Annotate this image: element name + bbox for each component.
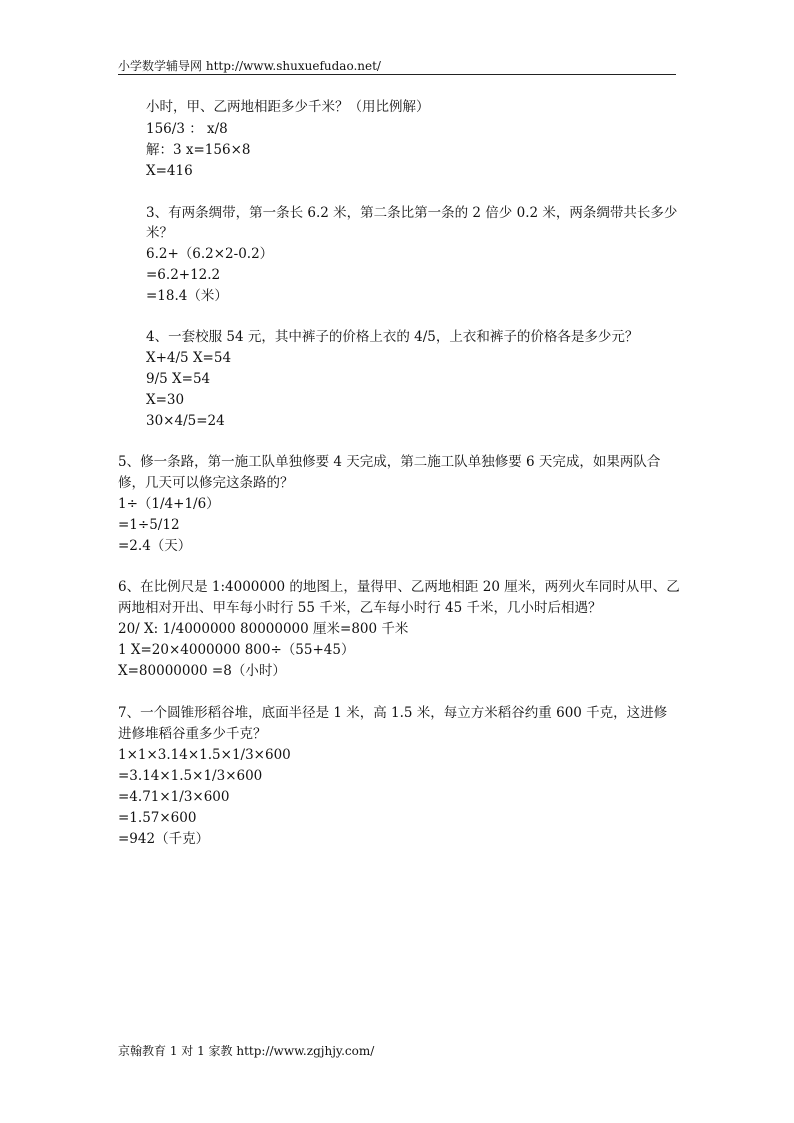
question-4-step: 9/5 X=54 [146, 371, 211, 387]
footer-org-name: 京翰教育 1 对 1 家教 [118, 1044, 233, 1058]
page-header [118, 58, 676, 74]
question-4-step: X=30 [146, 392, 185, 408]
header-site-url[interactable]: http://www.shuxuefudao.net/ [205, 59, 381, 73]
intro-question: 小时，甲、乙两地相距多少千米？（用比例解） [146, 99, 430, 115]
question-6-step: 20/ X: 1/4000000 80000000 厘米=800 千米 [118, 621, 409, 637]
question-3-step: =18.4（米） [146, 288, 228, 304]
question-5-step: =1÷5/12 [118, 517, 180, 533]
question-7-step: =942（千克） [118, 831, 210, 847]
intro-step: 156/3 ： x/8 [146, 121, 228, 137]
question-6-step: X=80000000 =8（小时） [118, 663, 286, 679]
question-7-step: 1×1×3.14×1.5×1/3×600 [118, 747, 291, 763]
header-divider [118, 74, 676, 75]
question-3-text: 米？ [146, 225, 173, 241]
page-footer [118, 1043, 374, 1059]
question-5-step: 1÷（1/4+1/6） [118, 496, 220, 512]
question-4-step: 30×4/5=24 [146, 413, 225, 429]
intro-step: X=416 [146, 163, 193, 179]
question-5-text: 修，几天可以修完这条路的？ [118, 475, 294, 491]
question-7-text: 进修堆稻谷重多少千克？ [118, 726, 267, 742]
question-7-step: =4.71×1/3×600 [118, 789, 230, 805]
question-6-step: 1 X=20×4000000 800÷（55+45） [118, 642, 355, 658]
question-4-text: 4、一套校服 54 元，其中裤子的价格上衣的 4/5，上衣和裤子的价格各是多少元？ [146, 329, 639, 345]
footer-org-url[interactable]: http://www.zgjhjy.com/ [236, 1044, 375, 1058]
question-3-text: 3、有两条绸带，第一条长 6.2 米，第二条比第一条的 2 倍少 0.2 米，两条绸带共长多少 [146, 205, 678, 221]
question-7-step: =1.57×600 [118, 810, 197, 826]
question-3-step: =6.2+12.2 [146, 267, 221, 283]
header-site-name: 小学数学辅导网 [118, 59, 203, 73]
question-4-step: X+4/5 X=54 [146, 350, 232, 366]
question-3-step: 6.2+（6.2×2-0.2） [146, 246, 274, 262]
question-5-step: =2.4（天） [118, 538, 192, 554]
question-5-text: 5、修一条路，第一施工队单独修要 4 天完成，第二施工队单独修要 6 天完成，如果两队合 [118, 454, 661, 470]
question-6-text: 6、在比例尺是 1:4000000 的地图上，量得甲、乙两地相距 20 厘米，两列火车同时从甲、乙 [118, 579, 680, 595]
question-7-text: 7、一个圆锥形稻谷堆，底面半径是 1 米，高 1.5 米，每立方米稻谷约重 600 千克，这进修 [118, 705, 668, 721]
question-6-text: 两地相对开出、甲车每小时行 55 千米，乙车每小时行 45 千米，几小时后相遇？ [118, 600, 602, 616]
question-7-step: =3.14×1.5×1/3×600 [118, 768, 263, 784]
intro-step: 解：3 x=156×8 [146, 142, 251, 158]
